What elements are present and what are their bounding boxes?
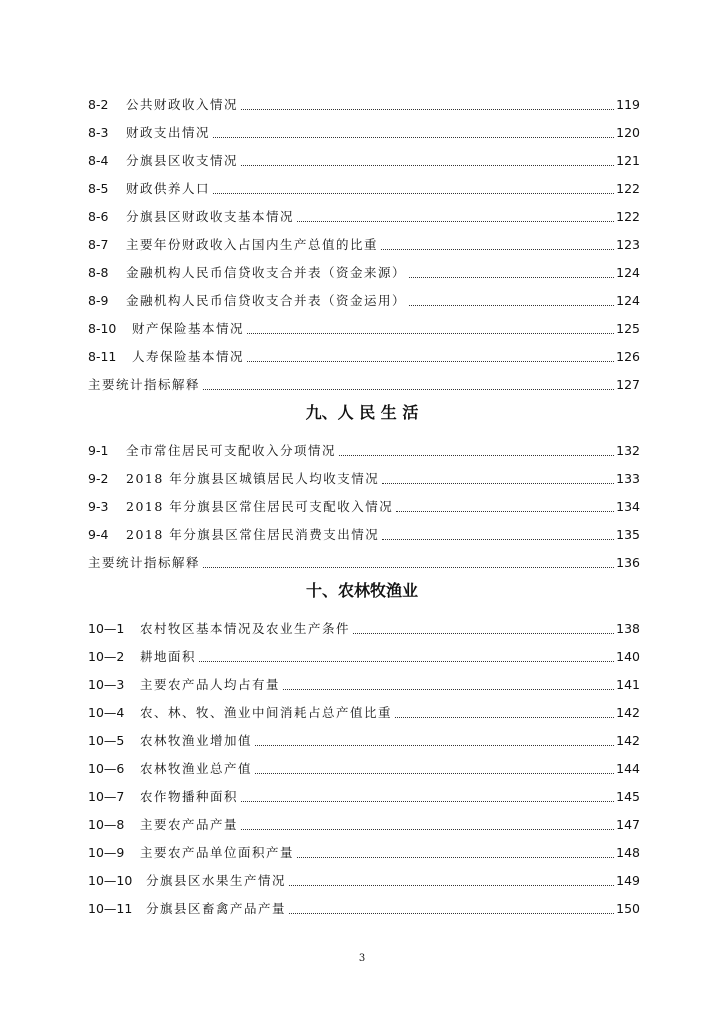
entry-number: 8-2: [88, 97, 109, 112]
entry-title: 财政供养人口: [126, 181, 211, 196]
entry-page: 126: [616, 349, 640, 364]
entry-page: 122: [616, 181, 640, 196]
dot-leader: [339, 455, 614, 456]
toc-entry[interactable]: [88, 92, 640, 114]
dot-leader: [409, 305, 614, 306]
entry-page: 147: [616, 817, 640, 832]
entry-title: 2018 年分旗县区常住居民消费支出情况: [126, 527, 380, 542]
entry-page: 124: [616, 293, 640, 308]
dot-leader: [247, 333, 614, 334]
dot-leader: [241, 829, 614, 830]
entry-number: 10—7: [88, 789, 125, 804]
toc-entry[interactable]: [88, 232, 640, 254]
toc-entry[interactable]: [88, 700, 640, 722]
entry-page: 121: [616, 153, 640, 168]
toc-entry[interactable]: [88, 812, 640, 834]
entry-page: 134: [616, 499, 640, 514]
entry-page: 150: [616, 901, 640, 916]
entry-title: 分旗县区畜禽产品产量: [146, 901, 287, 916]
toc-entry[interactable]: [88, 176, 640, 198]
entry-number: 10—9: [88, 845, 125, 860]
toc-entry[interactable]: [88, 344, 640, 366]
entry-number: 9-4: [88, 527, 109, 542]
dot-leader: [382, 539, 614, 540]
dot-leader: [241, 165, 614, 166]
toc-entry[interactable]: [88, 550, 640, 572]
entry-number: 9-2: [88, 471, 109, 486]
dot-leader: [409, 277, 614, 278]
entry-title: 公共财政收入情况: [126, 97, 239, 112]
entry-page: 132: [616, 443, 640, 458]
toc-entry[interactable]: [88, 494, 640, 516]
toc-entry[interactable]: [88, 372, 640, 394]
dot-leader: [289, 913, 614, 914]
dot-leader: [255, 745, 614, 746]
toc-entry[interactable]: [88, 288, 640, 310]
toc-entry[interactable]: [88, 728, 640, 750]
entry-number: 8-9: [88, 293, 109, 308]
entry-title: 金融机构人民币信贷收支合并表（资金来源）: [126, 265, 407, 280]
entry-title: 2018 年分旗县区城镇居民人均收支情况: [126, 471, 380, 486]
dot-leader: [199, 661, 614, 662]
dot-leader: [297, 857, 614, 858]
toc-entry[interactable]: [88, 840, 640, 862]
entry-number: 8-3: [88, 125, 109, 140]
dot-leader: [203, 567, 614, 568]
entry-title: 财产保险基本情况: [132, 321, 245, 336]
toc-entry[interactable]: [88, 784, 640, 806]
entry-number: 10—5: [88, 733, 125, 748]
entry-number: 10—6: [88, 761, 125, 776]
dot-leader: [247, 361, 614, 362]
entry-page: 127: [616, 377, 640, 392]
entry-title: 农作物播种面积: [140, 789, 239, 804]
toc-entry[interactable]: [88, 204, 640, 226]
entry-title: 主要年份财政收入占国内生产总值的比重: [126, 237, 379, 252]
section-heading: 十、农林牧渔业: [305, 581, 418, 600]
entry-page: 124: [616, 265, 640, 280]
entry-page: 133: [616, 471, 640, 486]
dot-leader: [381, 249, 614, 250]
dot-leader: [241, 109, 614, 110]
entry-page: 123: [616, 237, 640, 252]
entry-page: 140: [616, 649, 640, 664]
toc-entry[interactable]: [88, 148, 640, 170]
entry-title: 农林牧渔业总产值: [140, 761, 253, 776]
entry-number: 9-3: [88, 499, 109, 514]
dot-leader: [255, 773, 614, 774]
entry-title: 主要农产品单位面积产量: [140, 845, 295, 860]
dot-leader: [353, 633, 614, 634]
toc-entry[interactable]: [88, 644, 640, 666]
entry-title: 农村牧区基本情况及农业生产条件: [140, 621, 351, 636]
entry-number: 10—8: [88, 817, 125, 832]
entry-page: 122: [616, 209, 640, 224]
dot-leader: [241, 801, 614, 802]
entry-title: 主要农产品人均占有量: [140, 677, 281, 692]
entry-title: 分旗县区水果生产情况: [146, 873, 287, 888]
entry-page: 120: [616, 125, 640, 140]
entry-title: 人寿保险基本情况: [132, 349, 245, 364]
dot-leader: [382, 483, 614, 484]
toc-entry[interactable]: [88, 616, 640, 638]
entry-title: 全市常住居民可支配收入分项情况: [126, 443, 337, 458]
toc-entry[interactable]: [88, 316, 640, 338]
entry-title: 财政支出情况: [126, 125, 211, 140]
entry-title: 2018 年分旗县区常住居民可支配收入情况: [126, 499, 394, 514]
entry-number: 10—2: [88, 649, 125, 664]
dot-leader: [395, 717, 614, 718]
toc-entry[interactable]: [88, 466, 640, 488]
entry-title: 农林牧渔业增加值: [140, 733, 253, 748]
entry-page: 144: [616, 761, 640, 776]
toc-entry[interactable]: [88, 756, 640, 778]
entry-number: 9-1: [88, 443, 109, 458]
entry-page: 142: [616, 705, 640, 720]
toc-entry[interactable]: [88, 260, 640, 282]
entry-number: 10—3: [88, 677, 125, 692]
toc-entry[interactable]: [88, 522, 640, 544]
entry-title: 主要统计指标解释: [88, 377, 201, 392]
toc-entry[interactable]: [88, 896, 640, 918]
dot-leader: [213, 137, 614, 138]
entry-number: 8-5: [88, 181, 109, 196]
entry-title: 分旗县区收支情况: [126, 153, 239, 168]
entry-number: 8-10: [88, 321, 117, 336]
toc-entry[interactable]: [88, 672, 640, 694]
entry-page: 141: [616, 677, 640, 692]
entry-page: 125: [616, 321, 640, 336]
entry-page: 149: [616, 873, 640, 888]
section-heading: 九、人 民 生 活: [305, 403, 419, 422]
toc-entry[interactable]: [88, 438, 640, 460]
entry-page: 119: [616, 97, 640, 112]
entry-number: 10—4: [88, 705, 125, 720]
entry-title: 分旗县区财政收支基本情况: [126, 209, 295, 224]
entry-number: 10—1: [88, 621, 125, 636]
dot-leader: [396, 511, 614, 512]
entry-page: 142: [616, 733, 640, 748]
entry-title: 主要统计指标解释: [88, 555, 201, 570]
entry-page: 136: [616, 555, 640, 570]
entry-page: 135: [616, 527, 640, 542]
entry-title: 农、林、牧、渔业中间消耗占总产值比重: [140, 705, 393, 720]
dot-leader: [297, 221, 614, 222]
entry-number: 8-11: [88, 349, 117, 364]
toc-entry[interactable]: [88, 868, 640, 890]
dot-leader: [203, 389, 614, 390]
entry-number: 8-4: [88, 153, 109, 168]
toc-entry[interactable]: [88, 120, 640, 142]
entry-title: 金融机构人民币信贷收支合并表（资金运用）: [126, 293, 407, 308]
entry-title: 主要农产品产量: [140, 817, 239, 832]
entry-number: 10—10: [88, 873, 133, 888]
entry-page: 148: [616, 845, 640, 860]
dot-leader: [213, 193, 614, 194]
dot-leader: [283, 689, 614, 690]
entry-page: 145: [616, 789, 640, 804]
entry-number: 8-8: [88, 265, 109, 280]
entry-title: 耕地面积: [140, 649, 197, 664]
entry-page: 138: [616, 621, 640, 636]
entry-number: 8-6: [88, 209, 109, 224]
page-number: 3: [358, 953, 366, 964]
entry-number: 10—11: [88, 901, 133, 916]
entry-number: 8-7: [88, 237, 109, 252]
dot-leader: [289, 885, 614, 886]
